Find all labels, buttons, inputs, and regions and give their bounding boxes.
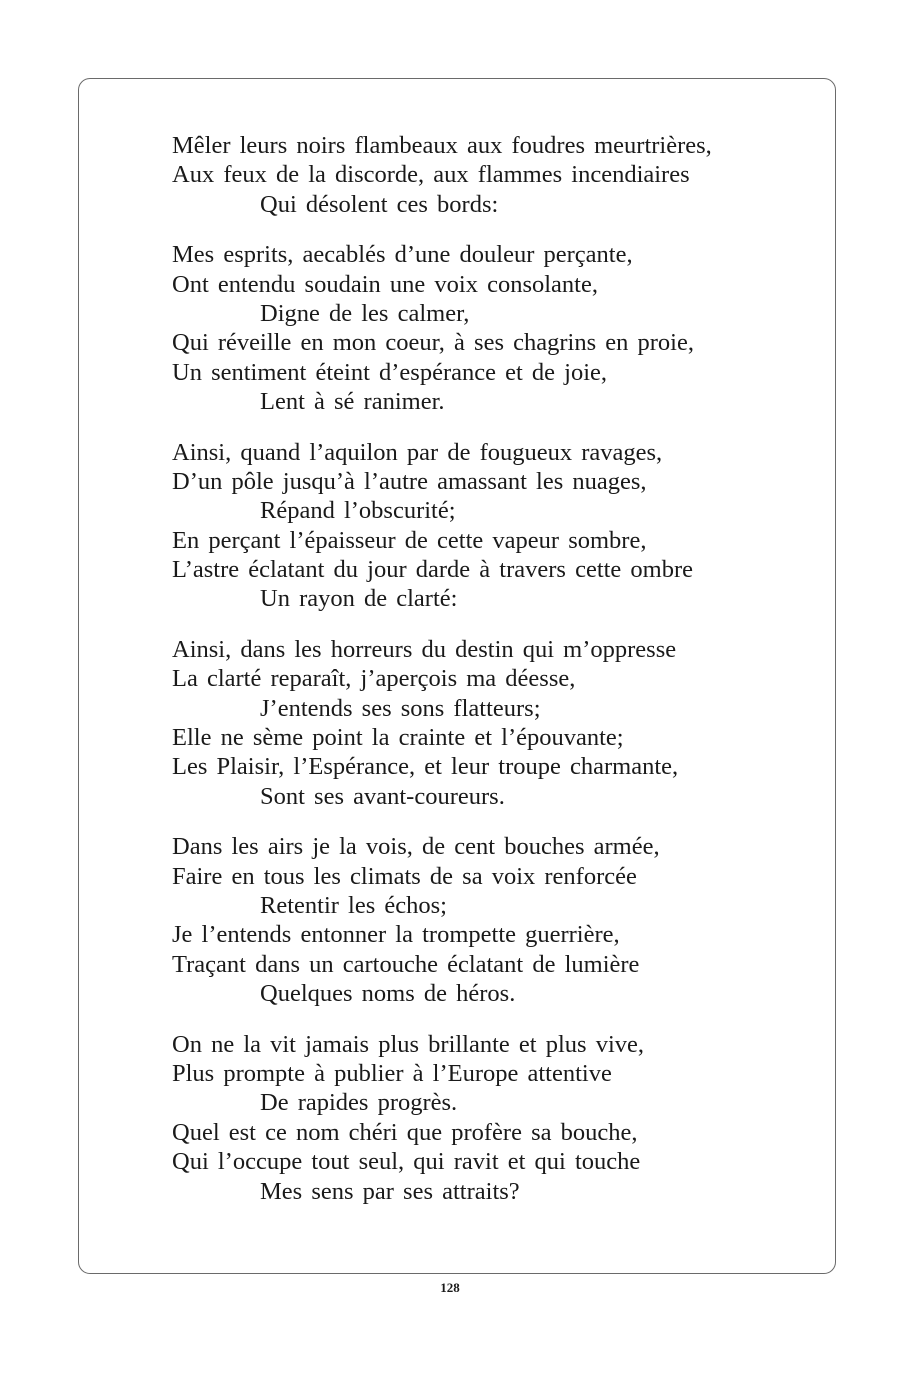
- poem-line: Ont entendu soudain une voix consolante,: [172, 270, 598, 298]
- poem-line: Ainsi, dans les horreurs du destin qui m’oppresse: [172, 635, 677, 663]
- poem-body: [172, 131, 792, 1227]
- poem-line: De rapides progrès.: [260, 1089, 458, 1117]
- poem-line: L’astre éclatant du jour darde à travers cette ombre: [172, 556, 694, 584]
- poem-line: Un sentiment éteint d’espérance et de joie,: [172, 358, 608, 386]
- poem-line: Aux feux de la discorde, aux flammes incendiaires: [172, 161, 690, 189]
- stanza: [172, 1030, 792, 1206]
- poem-line: Mêler leurs noirs flambeaux aux foudres meurtrières,: [172, 132, 712, 159]
- poem-line: Qui l’occupe tout seul, qui ravit et qui touche: [172, 1148, 641, 1176]
- poem-line: Lent à sé ranimer.: [260, 388, 445, 416]
- poem-line: Mes sens par ses attraits?: [260, 1177, 520, 1205]
- poem-line: Un rayon de clarté:: [260, 585, 458, 613]
- poem-line: Je l’entends entonner la trompette guerrière,: [172, 921, 620, 949]
- poem-line: En perçant l’épaisseur de cette vapeur sombre,: [172, 526, 647, 554]
- stanza: [172, 240, 792, 416]
- poem-line: On ne la vit jamais plus brillante et plus vive,: [172, 1030, 644, 1058]
- poem-line: Elle ne sème point la crainte et l’épouvante;: [172, 724, 624, 752]
- stanza: [172, 635, 792, 811]
- poem-line: Traçant dans un cartouche éclatant de lumière: [172, 950, 640, 978]
- stanza: [172, 832, 792, 1008]
- poem-line: Quel est ce nom chéri que profère sa bouche,: [172, 1118, 638, 1146]
- stanza: [172, 438, 792, 614]
- poem-line: Qui désolent ces bords:: [260, 190, 499, 218]
- poem-line: Mes esprits, aecablés d’une douleur perçante,: [172, 241, 633, 269]
- poem-line: Faire en tous les climats de sa voix renforcée: [172, 862, 637, 890]
- poem-line: Sont ses avant-coureurs.: [260, 782, 505, 810]
- poem-line: La clarté reparaît, j’aperçois ma déesse,: [172, 665, 576, 693]
- poem-line: Ainsi, quand l’aquilon par de fougueux ravages,: [172, 438, 663, 466]
- poem-line: Plus prompte à publier à l’Europe attentive: [172, 1059, 612, 1087]
- poem-line: Qui réveille en mon coeur, à ses chagrins en proie,: [172, 329, 694, 357]
- poem-line: D’un pôle jusqu’à l’autre amassant les nuages,: [172, 467, 647, 495]
- poem-line: Quelques noms de héros.: [260, 980, 516, 1008]
- poem-line: J’entends ses sons flatteurs;: [260, 694, 541, 722]
- poem-line: Digne de les calmer,: [260, 299, 470, 327]
- page-number: 128: [440, 1280, 460, 1295]
- poem-line: Dans les airs je la vois, de cent bouches armée,: [172, 833, 660, 861]
- stanza: [172, 131, 792, 219]
- poem-line: Les Plaisir, l’Espérance, et leur troupe charmante,: [172, 753, 679, 781]
- poem-line: Retentir les échos;: [260, 891, 447, 919]
- poem-line: Répand l’obscurité;: [260, 497, 456, 525]
